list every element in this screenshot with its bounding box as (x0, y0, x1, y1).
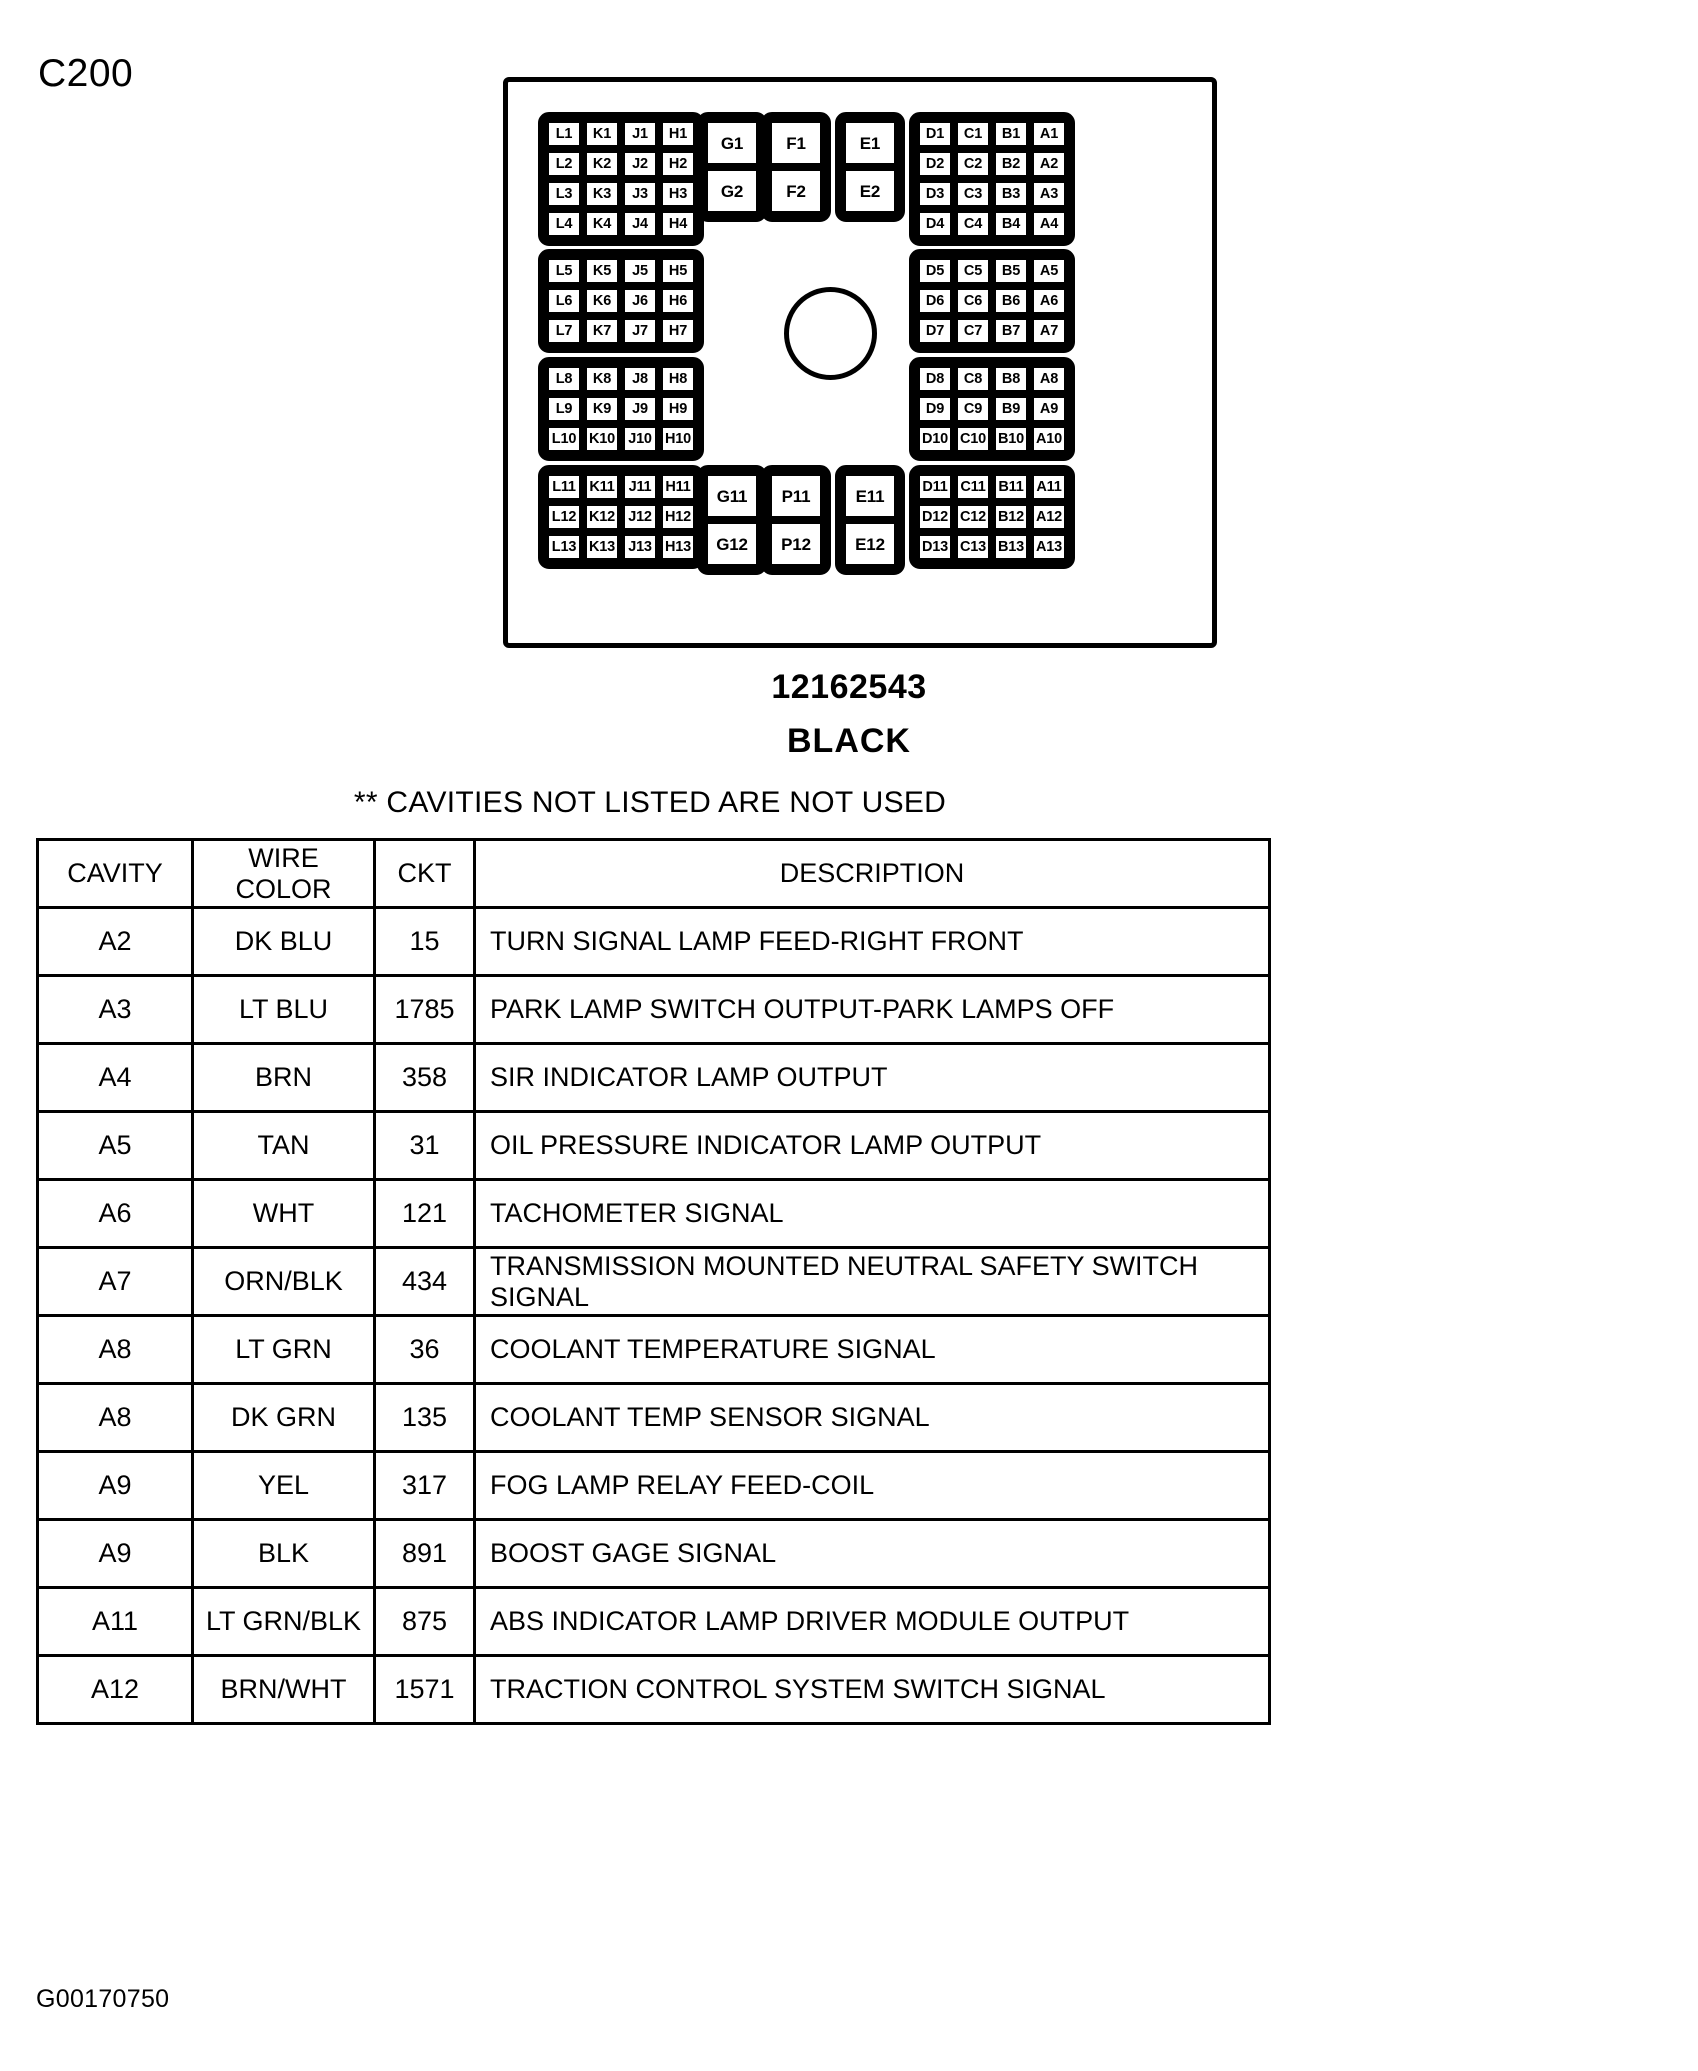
pin-cavity-H10[interactable]: H10 (659, 424, 697, 454)
cell-cavity: A2 (38, 908, 193, 976)
bottom-right-block (909, 465, 1075, 569)
top-right-block (909, 112, 1075, 246)
pin-cavity-H5[interactable]: H5 (659, 256, 697, 286)
mid-left-block-column-3 (621, 256, 659, 346)
table-row (38, 1656, 1270, 1724)
pin-cavity-K7[interactable]: K7 (583, 316, 621, 346)
pin-cavity-B9[interactable]: B9 (992, 394, 1030, 424)
cell-description: TACHOMETER SIGNAL (475, 1180, 1270, 1248)
header-cavity: CAVITY (38, 840, 193, 908)
bottom-center-e-block (835, 465, 905, 575)
pin-cavity-J13[interactable]: J13 (621, 532, 659, 562)
pin-cavity-J10[interactable]: J10 (621, 424, 659, 454)
bottom-center-g-block-column-1 (704, 472, 760, 568)
top-right-block-column-2 (954, 119, 992, 239)
pin-cavity-D4[interactable]: D4 (916, 209, 954, 239)
cell-description: COOLANT TEMPERATURE SIGNAL (475, 1316, 1270, 1384)
table-row (38, 1588, 1270, 1656)
table-row (38, 1316, 1270, 1384)
cell-ckt: 121 (375, 1180, 475, 1248)
mid-left-block-column-2 (583, 256, 621, 346)
table-header-row (38, 840, 1270, 908)
pin-cavity-A11[interactable]: A11 (1030, 472, 1068, 502)
table-row (38, 908, 1270, 976)
cell-ckt: 1571 (375, 1656, 475, 1724)
pin-cavity-G11[interactable]: G11 (704, 472, 760, 520)
bottom-right-block-column-1 (916, 472, 954, 562)
pin-cavity-A9[interactable]: A9 (1030, 394, 1068, 424)
table-row (38, 1180, 1270, 1248)
pin-cavity-J7[interactable]: J7 (621, 316, 659, 346)
bottom-right-block-column-2 (954, 472, 992, 562)
pin-cavity-P11[interactable]: P11 (768, 472, 824, 520)
mid-left-block (538, 249, 704, 353)
pin-cavity-L6[interactable]: L6 (545, 286, 583, 316)
pin-cavity-E12[interactable]: E12 (842, 520, 898, 568)
mid-right-block (909, 249, 1075, 353)
pin-cavity-H6[interactable]: H6 (659, 286, 697, 316)
pin-cavity-C1[interactable]: C1 (954, 119, 992, 149)
lower-left-block-column-1 (545, 364, 583, 454)
table-row (38, 1520, 1270, 1588)
pin-cavity-A12[interactable]: A12 (1030, 502, 1068, 532)
lower-right-block-column-3 (992, 364, 1030, 454)
cell-wire-color: YEL (193, 1452, 375, 1520)
lower-left-block-column-2 (583, 364, 621, 454)
pin-cavity-G2[interactable]: G2 (704, 167, 760, 215)
pin-cavity-G1[interactable]: G1 (704, 119, 760, 167)
pin-cavity-L1[interactable]: L1 (545, 119, 583, 149)
cell-cavity: A9 (38, 1452, 193, 1520)
mid-right-block-column-2 (954, 256, 992, 346)
pin-cavity-D3[interactable]: D3 (916, 179, 954, 209)
pin-cavity-H13[interactable]: H13 (659, 532, 697, 562)
cell-description: OIL PRESSURE INDICATOR LAMP OUTPUT (475, 1112, 1270, 1180)
cell-description: FOG LAMP RELAY FEED-COIL (475, 1452, 1270, 1520)
bottom-right-block-column-3 (992, 472, 1030, 562)
top-center-g-block-column-1 (704, 119, 760, 215)
pin-cavity-J6[interactable]: J6 (621, 286, 659, 316)
pin-cavity-A6[interactable]: A6 (1030, 286, 1068, 316)
cell-cavity: A8 (38, 1384, 193, 1452)
mid-right-block-column-1 (916, 256, 954, 346)
pin-cavity-B7[interactable]: B7 (992, 316, 1030, 346)
pin-cavity-H4[interactable]: H4 (659, 209, 697, 239)
pin-cavity-J2[interactable]: J2 (621, 149, 659, 179)
cavities-note: ** CAVITIES NOT LISTED ARE NOT USED (353, 786, 947, 819)
pin-cavity-C9[interactable]: C9 (954, 394, 992, 424)
top-left-block-column-3 (621, 119, 659, 239)
cell-cavity: A4 (38, 1044, 193, 1112)
cell-ckt: 434 (375, 1248, 475, 1316)
pin-cavity-L4[interactable]: L4 (545, 209, 583, 239)
lower-right-block (909, 357, 1075, 461)
pin-cavity-D10[interactable]: D10 (916, 424, 954, 454)
top-center-g-block (697, 112, 767, 222)
pin-cavity-L11[interactable]: L11 (545, 472, 583, 502)
bottom-left-block-column-3 (621, 472, 659, 562)
pin-cavity-L7[interactable]: L7 (545, 316, 583, 346)
header-wire-color: WIRE COLOR (193, 840, 375, 908)
pin-cavity-C8[interactable]: C8 (954, 364, 992, 394)
pin-cavity-K1[interactable]: K1 (583, 119, 621, 149)
top-center-f-block-column-1 (768, 119, 824, 215)
pin-cavity-E1[interactable]: E1 (842, 119, 898, 167)
cell-cavity: A5 (38, 1112, 193, 1180)
pin-cavity-H1[interactable]: H1 (659, 119, 697, 149)
connector-face-diagram (503, 77, 1217, 648)
lower-left-block-column-4 (659, 364, 697, 454)
pin-cavity-F2[interactable]: F2 (768, 167, 824, 215)
lower-right-block-column-1 (916, 364, 954, 454)
pin-cavity-A1[interactable]: A1 (1030, 119, 1068, 149)
header-ckt: CKT (375, 840, 475, 908)
pin-cavity-B4[interactable]: B4 (992, 209, 1030, 239)
pin-cavity-K9[interactable]: K9 (583, 394, 621, 424)
pin-cavity-B6[interactable]: B6 (992, 286, 1030, 316)
top-left-block-column-1 (545, 119, 583, 239)
pin-cavity-J8[interactable]: J8 (621, 364, 659, 394)
lower-left-block-column-3 (621, 364, 659, 454)
pin-cavity-C11[interactable]: C11 (954, 472, 992, 502)
pin-cavity-J9[interactable]: J9 (621, 394, 659, 424)
pin-cavity-B1[interactable]: B1 (992, 119, 1030, 149)
top-center-e-block (835, 112, 905, 222)
pin-cavity-H2[interactable]: H2 (659, 149, 697, 179)
cell-wire-color: WHT (193, 1180, 375, 1248)
cell-cavity: A9 (38, 1520, 193, 1588)
pin-cavity-H11[interactable]: H11 (659, 472, 697, 502)
pin-cavity-K13[interactable]: K13 (583, 532, 621, 562)
header-description: DESCRIPTION (475, 840, 1270, 908)
cell-ckt: 31 (375, 1112, 475, 1180)
pin-cavity-A10[interactable]: A10 (1030, 424, 1068, 454)
pin-cavity-L8[interactable]: L8 (545, 364, 583, 394)
top-left-block-column-4 (659, 119, 697, 239)
pin-cavity-C2[interactable]: C2 (954, 149, 992, 179)
pin-cavity-D13[interactable]: D13 (916, 532, 954, 562)
pin-cavity-D11[interactable]: D11 (916, 472, 954, 502)
pin-cavity-A4[interactable]: A4 (1030, 209, 1068, 239)
cell-description: BOOST GAGE SIGNAL (475, 1520, 1270, 1588)
cell-wire-color: LT GRN (193, 1316, 375, 1384)
cell-cavity: A7 (38, 1248, 193, 1316)
cell-description: COOLANT TEMP SENSOR SIGNAL (475, 1384, 1270, 1452)
pin-cavity-K11[interactable]: K11 (583, 472, 621, 502)
figure-code: G00170750 (36, 1985, 170, 2013)
pin-cavity-B13[interactable]: B13 (992, 532, 1030, 562)
connector-id-label: C200 (38, 52, 134, 95)
cell-wire-color: DK GRN (193, 1384, 375, 1452)
lower-right-block-column-4 (1030, 364, 1068, 454)
cell-wire-color: BRN (193, 1044, 375, 1112)
pin-cavity-L5[interactable]: L5 (545, 256, 583, 286)
pin-cavity-K5[interactable]: K5 (583, 256, 621, 286)
cell-description: ABS INDICATOR LAMP DRIVER MODULE OUTPUT (475, 1588, 1270, 1656)
connector-part-number: 12162543 (771, 668, 927, 706)
cell-description: TURN SIGNAL LAMP FEED-RIGHT FRONT (475, 908, 1270, 976)
cell-cavity: A8 (38, 1316, 193, 1384)
pin-cavity-L3[interactable]: L3 (545, 179, 583, 209)
pin-cavity-G12[interactable]: G12 (704, 520, 760, 568)
pin-cavity-F1[interactable]: F1 (768, 119, 824, 167)
pin-cavity-B8[interactable]: B8 (992, 364, 1030, 394)
top-right-block-column-1 (916, 119, 954, 239)
pin-cavity-D1[interactable]: D1 (916, 119, 954, 149)
pin-cavity-B10[interactable]: B10 (992, 424, 1030, 454)
cell-wire-color: ORN/BLK (193, 1248, 375, 1316)
top-left-block (538, 112, 704, 246)
pin-cavity-D6[interactable]: D6 (916, 286, 954, 316)
pin-cavity-B3[interactable]: B3 (992, 179, 1030, 209)
mid-right-block-column-4 (1030, 256, 1068, 346)
top-right-block-column-3 (992, 119, 1030, 239)
pin-cavity-D2[interactable]: D2 (916, 149, 954, 179)
cell-wire-color: LT BLU (193, 976, 375, 1044)
mid-left-block-column-1 (545, 256, 583, 346)
cell-ckt: 135 (375, 1384, 475, 1452)
pin-cavity-K6[interactable]: K6 (583, 286, 621, 316)
cell-ckt: 875 (375, 1588, 475, 1656)
pin-cavity-J5[interactable]: J5 (621, 256, 659, 286)
pin-cavity-B5[interactable]: B5 (992, 256, 1030, 286)
bottom-left-block-column-1 (545, 472, 583, 562)
pin-cavity-K4[interactable]: K4 (583, 209, 621, 239)
pin-cavity-D9[interactable]: D9 (916, 394, 954, 424)
pin-cavity-C5[interactable]: C5 (954, 256, 992, 286)
pin-cavity-E2[interactable]: E2 (842, 167, 898, 215)
pin-cavity-K8[interactable]: K8 (583, 364, 621, 394)
pin-cavity-H3[interactable]: H3 (659, 179, 697, 209)
pin-cavity-H12[interactable]: H12 (659, 502, 697, 532)
pin-cavity-C7[interactable]: C7 (954, 316, 992, 346)
table-row (38, 1452, 1270, 1520)
pin-cavity-J1[interactable]: J1 (621, 119, 659, 149)
pin-cavity-C10[interactable]: C10 (954, 424, 992, 454)
mid-right-block-column-3 (992, 256, 1030, 346)
pin-cavity-K12[interactable]: K12 (583, 502, 621, 532)
table-row (38, 1384, 1270, 1452)
mid-left-block-column-4 (659, 256, 697, 346)
cell-cavity: A6 (38, 1180, 193, 1248)
bottom-center-p-block-column-1 (768, 472, 824, 568)
cell-ckt: 1785 (375, 976, 475, 1044)
pin-cavity-B12[interactable]: B12 (992, 502, 1030, 532)
circle-keyway-icon (784, 287, 877, 380)
top-center-e-block-column-1 (842, 119, 898, 215)
cell-wire-color: DK BLU (193, 908, 375, 976)
cell-description: PARK LAMP SWITCH OUTPUT-PARK LAMPS OFF (475, 976, 1270, 1044)
cavity-table (36, 838, 1271, 1725)
pin-cavity-L9[interactable]: L9 (545, 394, 583, 424)
pin-cavity-P12[interactable]: P12 (768, 520, 824, 568)
cell-description: TRANSMISSION MOUNTED NEUTRAL SAFETY SWITCH SIGNAL (475, 1248, 1270, 1316)
pin-cavity-H9[interactable]: H9 (659, 394, 697, 424)
connector-housing-color: BLACK (787, 722, 911, 760)
pin-cavity-D5[interactable]: D5 (916, 256, 954, 286)
cell-ckt: 15 (375, 908, 475, 976)
pin-cavity-A8[interactable]: A8 (1030, 364, 1068, 394)
pin-cavity-L10[interactable]: L10 (545, 424, 583, 454)
bottom-center-g-block (697, 465, 767, 575)
pin-cavity-A13[interactable]: A13 (1030, 532, 1068, 562)
bottom-center-e-block-column-1 (842, 472, 898, 568)
pin-cavity-A5[interactable]: A5 (1030, 256, 1068, 286)
table-row (38, 1248, 1270, 1316)
cell-wire-color: LT GRN/BLK (193, 1588, 375, 1656)
pin-cavity-J12[interactable]: J12 (621, 502, 659, 532)
table-row (38, 1044, 1270, 1112)
table-row (38, 1112, 1270, 1180)
bottom-left-block-column-2 (583, 472, 621, 562)
pin-cavity-B11[interactable]: B11 (992, 472, 1030, 502)
cell-cavity: A11 (38, 1588, 193, 1656)
pin-cavity-A3[interactable]: A3 (1030, 179, 1068, 209)
pin-cavity-D12[interactable]: D12 (916, 502, 954, 532)
pin-cavity-C12[interactable]: C12 (954, 502, 992, 532)
pin-cavity-B2[interactable]: B2 (992, 149, 1030, 179)
top-right-block-column-4 (1030, 119, 1068, 239)
pin-cavity-L2[interactable]: L2 (545, 149, 583, 179)
top-left-block-column-2 (583, 119, 621, 239)
pin-cavity-H8[interactable]: H8 (659, 364, 697, 394)
bottom-center-p-block (761, 465, 831, 575)
pin-cavity-D8[interactable]: D8 (916, 364, 954, 394)
pin-cavity-A7[interactable]: A7 (1030, 316, 1068, 346)
cell-ckt: 36 (375, 1316, 475, 1384)
top-center-f-block (761, 112, 831, 222)
cell-cavity: A3 (38, 976, 193, 1044)
pin-cavity-C6[interactable]: C6 (954, 286, 992, 316)
pin-cavity-L13[interactable]: L13 (545, 532, 583, 562)
cell-ckt: 891 (375, 1520, 475, 1588)
cell-wire-color: BRN/WHT (193, 1656, 375, 1724)
pin-cavity-K3[interactable]: K3 (583, 179, 621, 209)
pin-cavity-H7[interactable]: H7 (659, 316, 697, 346)
bottom-right-block-column-4 (1030, 472, 1068, 562)
pin-cavity-K2[interactable]: K2 (583, 149, 621, 179)
cell-wire-color: BLK (193, 1520, 375, 1588)
pin-cavity-J4[interactable]: J4 (621, 209, 659, 239)
pin-cavity-K10[interactable]: K10 (583, 424, 621, 454)
pin-cavity-C4[interactable]: C4 (954, 209, 992, 239)
table-row (38, 976, 1270, 1044)
cell-description: TRACTION CONTROL SYSTEM SWITCH SIGNAL (475, 1656, 1270, 1724)
cell-wire-color: TAN (193, 1112, 375, 1180)
pin-cavity-C13[interactable]: C13 (954, 532, 992, 562)
bottom-left-block-column-4 (659, 472, 697, 562)
pin-cavity-C3[interactable]: C3 (954, 179, 992, 209)
lower-left-block (538, 357, 704, 461)
pin-cavity-A2[interactable]: A2 (1030, 149, 1068, 179)
pin-cavity-E11[interactable]: E11 (842, 472, 898, 520)
pin-cavity-J11[interactable]: J11 (621, 472, 659, 502)
pin-cavity-L12[interactable]: L12 (545, 502, 583, 532)
cell-cavity: A12 (38, 1656, 193, 1724)
lower-right-block-column-2 (954, 364, 992, 454)
cell-ckt: 358 (375, 1044, 475, 1112)
pin-cavity-D7[interactable]: D7 (916, 316, 954, 346)
cell-ckt: 317 (375, 1452, 475, 1520)
pin-cavity-J3[interactable]: J3 (621, 179, 659, 209)
bottom-left-block (538, 465, 704, 569)
cell-description: SIR INDICATOR LAMP OUTPUT (475, 1044, 1270, 1112)
